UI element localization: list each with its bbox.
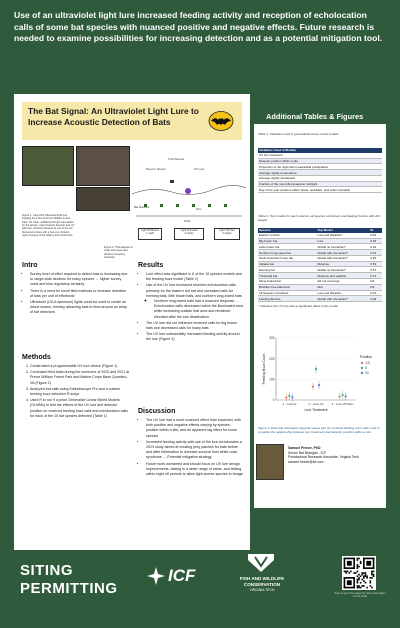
qr-finder (363, 567, 374, 569)
data-point (285, 396, 287, 398)
qr-module (357, 587, 359, 589)
author-name: Samuel Freeze, PhD (288, 446, 321, 450)
author-email[interactable]: samuel.freeze@icf.com (288, 459, 324, 464)
results-bullet-text: Use of the UV lure increased received echolocation calls primarily for the eastern red bat and increased calls for evening bats, little brown bats, and northern long-eared bats (146, 283, 242, 298)
table-cell: Brazilian free-tailed bat (258, 284, 316, 290)
x-axis-label: Lure Treatment (304, 408, 328, 412)
qr-module (357, 575, 359, 577)
table-cell: 0.72 (369, 273, 382, 279)
qr-module (360, 582, 362, 584)
y-tick-label: 0 (272, 398, 275, 403)
qr-module (363, 572, 365, 574)
table2-caption: Table 2. Top models for each species, all species combined, and feeding buzzes with AIC weight. (258, 214, 381, 223)
qr-finder (344, 567, 355, 569)
data-point (339, 396, 341, 398)
qr-module (350, 571, 352, 573)
qr-module (366, 577, 368, 579)
table-cell: Global with interaction* (316, 250, 369, 256)
qr-module (366, 587, 368, 589)
results-bullet (146, 283, 244, 319)
icf-logo-text: ICF (168, 566, 196, 585)
data-point (288, 395, 290, 397)
fig2-caption: Figure 2. Trial diagram of study site layout and (bottom) sampling schedule. (104, 246, 133, 260)
qr-module (373, 575, 375, 577)
x-tick-label: 1 - Control (282, 402, 297, 406)
table-cell: Feeding Buzzes (258, 296, 316, 302)
diagram-label-reed: Reed or Stream (146, 167, 166, 171)
qr-module (357, 567, 359, 569)
qr-module (348, 572, 350, 574)
qr-module (365, 574, 367, 576)
data-point (315, 368, 317, 370)
table-cell: Fraction of the moon illuminated at midnight (258, 181, 382, 187)
table-cell: Little brown bat (258, 244, 316, 250)
schedule-3-title: Light Off After (219, 229, 235, 232)
bat-signal-icon (208, 110, 234, 132)
feeding-buzz-chart (260, 332, 382, 422)
diagram-label-10m: 10m (196, 207, 202, 211)
qr-module (373, 574, 375, 576)
qr-caption: Scan to go to the paper for more information on the study (334, 592, 386, 599)
qr-module (370, 585, 372, 587)
qr-module (357, 571, 359, 573)
table-cell: Lure and Weather (316, 290, 369, 296)
qr-module (361, 585, 363, 587)
additional-title: Additional Tables & Figures (266, 112, 364, 121)
diagram-label-100m: 100m (184, 219, 191, 223)
qr-module (363, 580, 365, 582)
author-line: Postdoctoral Research Associate, Virginia Tech (288, 455, 359, 460)
qr-module (370, 580, 372, 582)
vt-line-3: VIRGINIA TECH (249, 588, 275, 592)
table2-header-species: Species (258, 228, 316, 233)
title-box (22, 102, 242, 140)
legend-label: -10 (365, 361, 370, 366)
table-cell: North American hoary bat (258, 255, 316, 261)
table-cell: Global no interaction* (316, 244, 369, 250)
schedule-2-value: 2 nights (184, 232, 194, 236)
table-cell: Average nightly windspeed (258, 175, 382, 181)
fig1-caption: Figure 1. Clay-loft's Ultraviolet light lure hanging from box at Prince William Forest Park, VA. Note, additional IR light was added for the picture. (top) Acoustic detector and UV light lure. (bottom) Closeup of one of the UV fluorescent tubes with a bat vent. (bottom right) Closeup of the battery and control box. (22, 214, 75, 238)
table-cell: 0.62 (369, 233, 382, 238)
qr-finder (344, 587, 355, 589)
qr-module (345, 571, 347, 573)
lure-photo-controls (76, 187, 130, 211)
results-title: Results (138, 262, 164, 269)
y-tick-label: 100 (269, 377, 275, 382)
discussion-bullet: • Increased feeding activity with use of the lure corroborates a 2023 study aimed at creating prey patches for bats before and after hibernation to increase survival from white-nose syndrome → Potential mitigation strategy (146, 440, 244, 461)
author-photo (256, 444, 284, 480)
qr-module (361, 574, 363, 576)
qr-module (371, 571, 373, 573)
table-cell: 0.99 (369, 296, 382, 302)
table-cell: Indiana bat (258, 261, 316, 267)
table-cell: Global with interaction* (316, 255, 369, 261)
table-cell: 0.45 (369, 238, 382, 244)
methods-text (22, 364, 130, 420)
table-cell: NA (369, 284, 382, 290)
schedule-3-value: 2 nights (222, 232, 232, 236)
results-bullet: • The UV lure did not influence received calls for big brown bats and decreased calls for hoary bats (146, 321, 244, 331)
siting-logo-text: SITING (20, 562, 74, 579)
table2-header-model: Top Model (316, 228, 369, 233)
table-cell: Big brown bat (258, 238, 316, 244)
schedule-box-3 (214, 228, 240, 240)
qr-finder (344, 577, 355, 579)
schedule-box-1 (138, 228, 162, 240)
data-point (342, 394, 344, 396)
icf-star-icon (146, 566, 166, 586)
author-line: Senior Bat Biologist - ICF (288, 450, 327, 455)
results-bullet: • The UV lure substantially increased feeding activity around the lure (Figure 3) (146, 332, 244, 342)
qr-module (355, 572, 357, 574)
lure-photo-collage (22, 146, 130, 212)
discussion-title: Discussion (138, 408, 176, 415)
table-cell: 0.42 (369, 290, 382, 296)
legend-marker (361, 362, 363, 364)
table-cell: Northern long-eared bat (258, 250, 316, 256)
discussion-bullet: • The UV lure had a more nuanced effect than expected, with both positive and negative effects varying by species, position within a site, and an apparent lag effect for some species (146, 418, 244, 439)
qr-module (360, 562, 362, 564)
qr-finder (353, 577, 355, 588)
table-cell: Lure and Weather* (316, 233, 369, 238)
discussion-bullet: • Future work warranted and should focus on UV lure design improvements, testing in a wider range of areas, and testing within night off periods to allow light-averse species to forage (146, 462, 244, 478)
table-cell: Proportion of the night with measurable precipitation (258, 164, 382, 170)
qr-finder (373, 558, 375, 569)
qr-finder (363, 558, 374, 560)
diagram-label-uv-lure: UV Lure (194, 167, 205, 171)
main-poster-panel (14, 94, 250, 550)
methods-title: Methods (22, 354, 51, 361)
data-point (291, 396, 293, 398)
qr-module (345, 572, 347, 574)
intro-bullet: • Survey level of effort required to detect bats is increasing due to range-wide declines for many species → higher survey costs and less regulatory certainty (30, 272, 130, 288)
qr-module (360, 587, 362, 589)
qr-finder (347, 561, 352, 566)
qr-module (365, 582, 367, 584)
table-cell: 0.91 (369, 250, 382, 256)
discussion-text (138, 418, 244, 478)
results-subbullet: ◦ Northern long-eared bats had a nuanced response → Echolocation calls decreased within the illuminated area while increasing outside that area and remained elevated after the lure deactivation (154, 299, 244, 320)
qr-module (358, 577, 360, 579)
y-tick-label: 300 (269, 336, 275, 341)
qr-module (360, 561, 362, 563)
qr-module (358, 558, 360, 560)
table-cell: 0.53 (369, 261, 382, 267)
poster-title: The Bat Signal: An Ultraviolet Light Lure to Increase Acoustic Detection of Bats (28, 106, 199, 127)
qr-module (357, 580, 359, 582)
permitting-logo-text: PERMITTING (20, 580, 118, 597)
qr-finder (344, 558, 355, 560)
qr-module (371, 587, 373, 589)
schedule-box-2 (174, 228, 204, 240)
intro-bullet: • There is a need for novel field methods to increase detection of bats per unit of effort/cost (30, 289, 130, 299)
qr-module (353, 572, 355, 574)
methods-item: 3. Analyzed bat calls using Kaleidoscope Pro and a custom feeding buzz detection R script (30, 387, 130, 397)
vt-line-2: CONSERVATION (243, 582, 281, 587)
qr-module (371, 574, 373, 576)
schedule-1-title: Light Off Before (140, 229, 160, 232)
legend-label: 0 (365, 366, 367, 371)
data-point (345, 395, 347, 397)
qr-finder (366, 561, 371, 566)
table-cell: did not converge (316, 279, 369, 285)
y-tick-label: 200 (269, 356, 275, 361)
qr-module (358, 579, 360, 581)
qr-module (363, 585, 365, 587)
table-cell: Tricolored bat (258, 273, 316, 279)
qr-finder (347, 580, 352, 585)
legend-marker (361, 367, 363, 369)
qr-module (361, 572, 363, 574)
schedule-1-value: 1 night (146, 232, 154, 236)
table-cell: Silver-haired bat (258, 279, 316, 285)
methods-item: 1. Constructed a programmable UV lure device (Figure 1) (30, 364, 130, 369)
table-cell: 0.94 (369, 244, 382, 250)
vt-logo-icon (246, 552, 276, 574)
table2-header-weight: W (369, 228, 382, 233)
intro-bullet: • Ultraviolet (UV-A spectrum) lights could be used to create an insect swarm, thereby attracting bats to feed around an array of bat detectors (30, 300, 130, 316)
table-cell: Detector position within a site (258, 158, 382, 164)
intro-text (22, 272, 130, 317)
x-tick-label: 3 - Lure Off After (331, 402, 354, 406)
table-cell: Distance (316, 261, 369, 267)
qr-module (371, 572, 373, 574)
table1-header: Variables Used in Models (258, 148, 382, 153)
table-cell: Eastern red bat (258, 233, 316, 238)
legend-label: 10 (365, 371, 369, 376)
qr-finder (344, 558, 346, 569)
table1-caption: Table 1. Variables used in generalized linear mixed models. (258, 132, 340, 136)
qr-module (365, 575, 367, 577)
qr-module (360, 575, 362, 577)
legend-title: Position (360, 355, 373, 359)
variables-table (258, 148, 382, 193)
table-cell: Distance and weather (316, 273, 369, 279)
qr-module (365, 572, 367, 574)
qr-module (358, 566, 360, 568)
qr-module (347, 571, 349, 573)
diagram-label-trail-camera: Trail Camera (168, 157, 185, 161)
qr-module (358, 585, 360, 587)
schedule-2-title: Light Activated (180, 229, 198, 232)
table-cell: Global with interaction* (316, 296, 369, 302)
intro-title: Intro (22, 262, 38, 269)
table-cell: Global no interaction* (316, 267, 369, 273)
legend-marker (361, 372, 363, 374)
qr-module (357, 582, 359, 584)
qr-module (371, 577, 373, 579)
table-row (258, 187, 382, 193)
fig3-caption: Figure 3. Example estimated marginal means plot for received feeding buzz calls used to visualize the relationship between lure treatment and detector position within a site. (258, 426, 380, 435)
table-row (258, 296, 382, 302)
methods-item: 2. Conducted field trials during the summers of 2020 and 2021 at Prince William Forest Park and Marine Corps Base Quantico, VA (Figure 2) (30, 370, 130, 386)
table-cell: Null (316, 284, 369, 290)
table-cell: 0.57 (369, 267, 382, 273)
qr-module (366, 575, 368, 577)
author-block (288, 446, 359, 464)
qr-module (357, 559, 359, 561)
results-text (138, 272, 244, 344)
table-cell: Lure (316, 238, 369, 244)
lure-photo-box (76, 146, 130, 186)
table-cell: NA (369, 279, 382, 285)
diagram-label-bat-detector: Bat Detector (134, 205, 150, 209)
table-cell: Average nightly temperature (258, 170, 382, 176)
y-axis-label: Feeding Buzz Count (262, 353, 266, 385)
qr-finder (344, 577, 346, 588)
vt-line-1: FISH AND WILDLIFE (239, 576, 285, 581)
qr-code[interactable] (342, 556, 376, 590)
table-cell: UV lure treatment (258, 153, 382, 158)
summary-banner: Use of an ultraviolet light lure increased feeding activity and reception of echolocation calls of some bat species with nuanced positive and negative effects. Future research is needed to examine possibilities for increasing detection and as a potential mitigation tool. (14, 10, 383, 44)
data-point (312, 385, 314, 387)
table-cell: Evening bat (258, 267, 316, 273)
qr-module (363, 577, 365, 579)
results-bullet: • Lure effect was significant in 6 of the 10 species models and the feeding buzz model (Table 2) (146, 272, 244, 282)
qr-module (370, 582, 372, 584)
qr-module (363, 575, 365, 577)
models-table (258, 228, 382, 302)
qr-module (361, 579, 363, 581)
table-cell: 0.65 (369, 255, 382, 261)
table2-note: * Indicates the UV lure had a significant effect in the model (258, 304, 339, 308)
qr-module (357, 558, 359, 560)
qr-finder (363, 558, 365, 569)
qr-module (357, 566, 359, 568)
qr-module (358, 587, 360, 589)
x-tick-label: 2 - Lure On (308, 402, 324, 406)
qr-module (358, 574, 360, 576)
qr-module (357, 579, 359, 581)
table-cell: Day of the year (random effect; linear, quadratic, and cubic included) (258, 187, 382, 193)
data-point (318, 384, 320, 386)
qr-module (373, 571, 375, 573)
lure-photo-forest (22, 146, 74, 186)
qr-module (370, 577, 372, 579)
qr-module (344, 571, 346, 573)
qr-finder (353, 558, 355, 569)
qr-module (357, 564, 359, 566)
table-cell: All Species Combined (258, 290, 316, 296)
methods-item: 4. Used R to run 9 a priori Generalize Linear Mixed Models (GLMMs) to test the effects of the UV lure and detector position on received feeding buzz calls and echolocation calls for each of the 10 bat species detected (Table 1) (30, 398, 130, 419)
qr-module (357, 585, 359, 587)
